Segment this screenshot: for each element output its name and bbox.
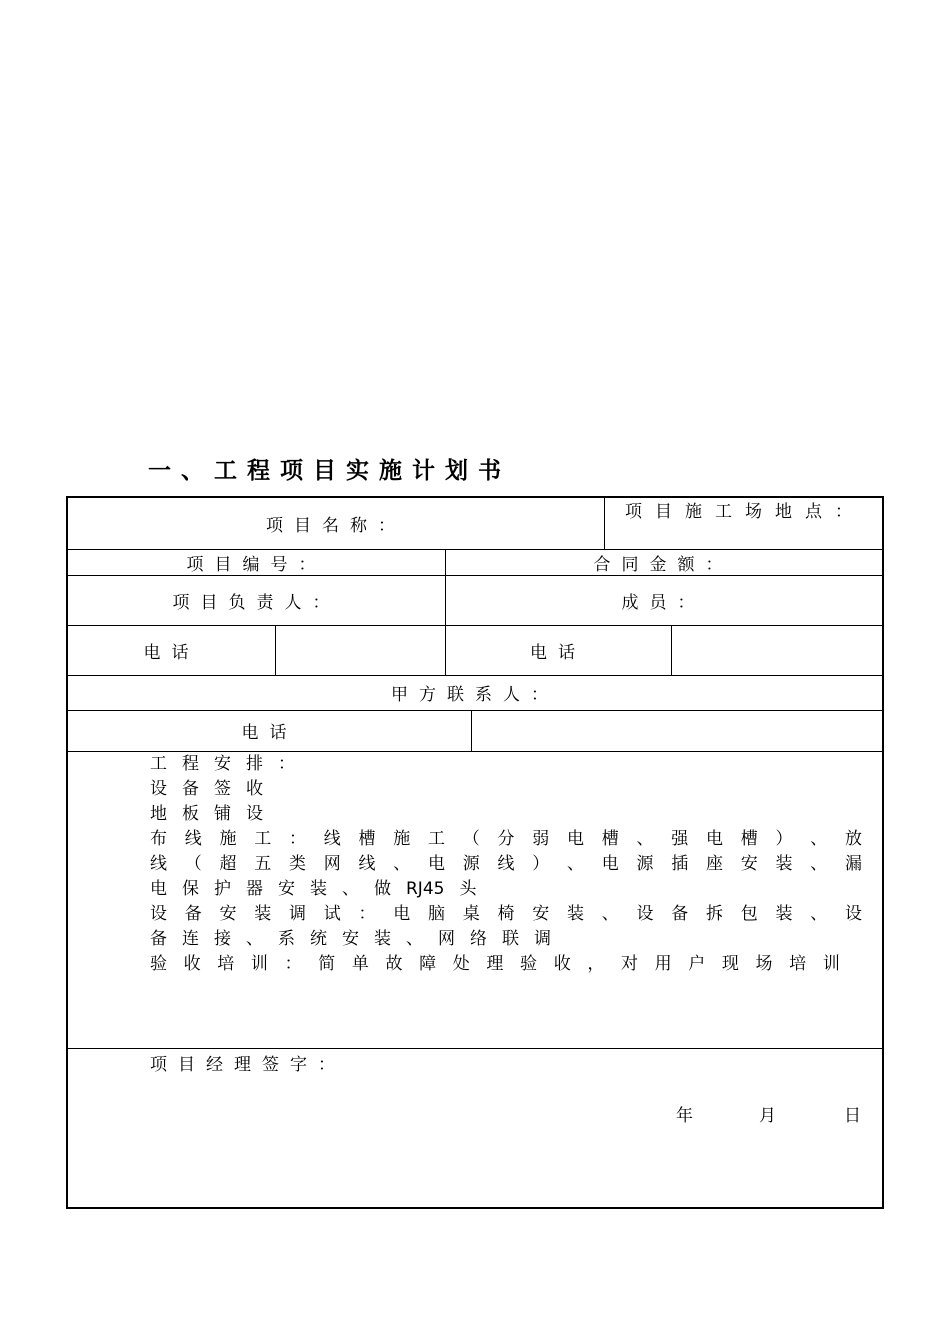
- phone-left-label: 电话: [143, 642, 200, 663]
- contract-amount-label: 合同金额：: [593, 554, 734, 575]
- date-day-label: 日: [844, 1106, 861, 1126]
- document-title: 一、工程项目实施计划书: [148, 458, 511, 484]
- column-divider: [604, 498, 605, 549]
- party-a-phone-label: 电话: [241, 723, 298, 743]
- arrangement-line: 地 板 铺 设: [150, 804, 263, 824]
- arrangement-line: 备 连 接 、 系 统 安 装 、 网 络 联 调: [150, 929, 551, 949]
- work-arrangement: [150, 752, 862, 977]
- date-month-label: 月: [759, 1106, 776, 1126]
- project-leader-label: 项目负责人：: [172, 592, 341, 613]
- construction-site-label: 项目施工场地点：: [625, 502, 865, 522]
- phone-right-value[interactable]: [672, 625, 882, 675]
- project-plan-form: [66, 496, 884, 1209]
- arrangement-line: 布 线 施 工 ： 线 槽 施 工 （ 分 弱 电 槽 、 强 电 槽 ） 、 放: [150, 829, 862, 849]
- arrangement-line: 电 保 护 器 安 装 、 做 RJ45 头: [150, 879, 477, 899]
- phone-right-label: 电话: [530, 642, 586, 663]
- project-number-label: 项目编号：: [186, 554, 327, 575]
- arrangement-line: 工 程 安 排 ：: [150, 754, 295, 774]
- arrangement-line: 验 收 培 训 ： 简 单 故 障 处 理 验 收 ， 对 用 户 现 场 培 训: [150, 954, 840, 974]
- party-a-contact-label: 甲方联系人：: [391, 685, 559, 705]
- date-year-label: 年: [676, 1106, 693, 1126]
- manager-signature-label: 项目经理签字：: [150, 1055, 346, 1075]
- arrangement-line: 设 备 签 收: [150, 779, 263, 799]
- arrangement-line: 设 备 安 装 调 试 ： 电 脑 桌 椅 安 装 、 设 备 拆 包 装 、 设: [150, 904, 862, 924]
- party-a-phone-value[interactable]: [472, 710, 882, 751]
- project-name-label: 项目名称：: [266, 516, 406, 536]
- members-label: 成员：: [621, 592, 706, 613]
- arrangement-line: 线 （ 超 五 类 网 线 、 电 源 线 ） 、 电 源 插 座 安 装 、 漏: [150, 854, 862, 874]
- phone-left-value[interactable]: [276, 625, 445, 675]
- row-divider: [68, 1048, 882, 1049]
